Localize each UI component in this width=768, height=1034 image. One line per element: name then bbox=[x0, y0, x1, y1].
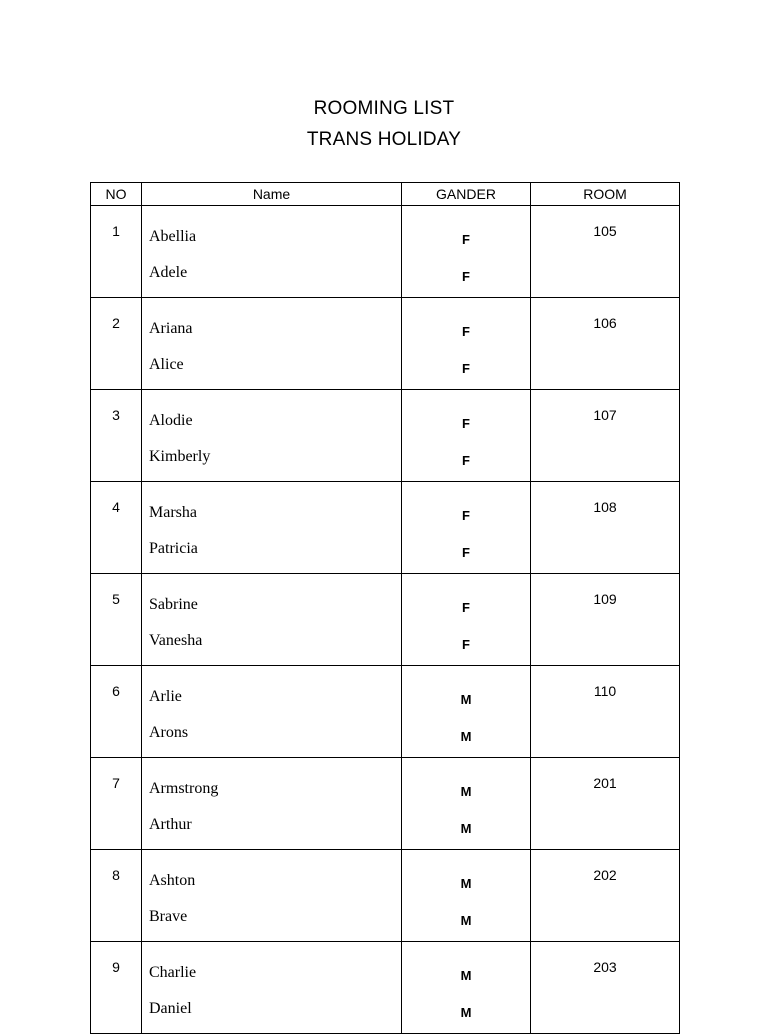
header-no: NO bbox=[91, 183, 142, 206]
guest-gender: M bbox=[460, 968, 472, 983]
table-row bbox=[91, 666, 680, 758]
guest-gender: F bbox=[462, 508, 470, 523]
names-cell bbox=[142, 390, 402, 482]
room-number: 107 bbox=[531, 390, 680, 482]
guest-name: Charlie bbox=[149, 964, 197, 981]
row-number: 6 bbox=[91, 666, 142, 758]
row-number: 4 bbox=[91, 482, 142, 574]
names-cell bbox=[142, 206, 402, 298]
names-cell bbox=[142, 482, 402, 574]
guest-name: Marsha bbox=[149, 504, 197, 521]
table-row bbox=[91, 574, 680, 666]
guest-gender: M bbox=[460, 784, 472, 799]
rooming-table bbox=[90, 182, 680, 1034]
table-row bbox=[91, 758, 680, 850]
document-title bbox=[0, 93, 768, 155]
guest-gender: F bbox=[462, 637, 470, 652]
header-name: Name bbox=[142, 183, 402, 206]
guest-name: Brave bbox=[149, 908, 188, 925]
guest-gender: M bbox=[460, 913, 472, 928]
header-room: ROOM bbox=[531, 183, 680, 206]
names-cell bbox=[142, 574, 402, 666]
gender-cell bbox=[402, 666, 531, 758]
guest-gender: F bbox=[462, 324, 470, 339]
row-number: 2 bbox=[91, 298, 142, 390]
room-number: 108 bbox=[531, 482, 680, 574]
room-number: 105 bbox=[531, 206, 680, 298]
room-number: 203 bbox=[531, 942, 680, 1034]
guest-name: Patricia bbox=[149, 540, 198, 557]
guest-name: Vanesha bbox=[149, 632, 203, 649]
guest-name: Armstrong bbox=[149, 780, 219, 797]
title-line-2: TRANS HOLIDAY bbox=[306, 129, 462, 150]
gender-cell bbox=[402, 482, 531, 574]
names-cell bbox=[142, 850, 402, 942]
guest-gender: M bbox=[460, 1005, 472, 1020]
row-number: 3 bbox=[91, 390, 142, 482]
guest-gender: F bbox=[462, 453, 470, 468]
guest-name: Ashton bbox=[149, 872, 196, 889]
guest-gender: F bbox=[462, 361, 470, 376]
guest-name: Kimberly bbox=[149, 448, 211, 465]
guest-gender: F bbox=[462, 232, 470, 247]
names-cell bbox=[142, 942, 402, 1034]
guest-name: Ariana bbox=[149, 320, 193, 337]
guest-gender: F bbox=[462, 416, 470, 431]
guest-gender: M bbox=[460, 821, 472, 836]
table-row bbox=[91, 206, 680, 298]
table-row bbox=[91, 942, 680, 1034]
names-cell bbox=[142, 758, 402, 850]
guest-name: Alice bbox=[149, 356, 184, 373]
room-number: 110 bbox=[531, 666, 680, 758]
guest-name: Arthur bbox=[149, 816, 192, 833]
header-gender: GANDER bbox=[402, 183, 531, 206]
room-number: 109 bbox=[531, 574, 680, 666]
guest-gender: M bbox=[460, 692, 472, 707]
guest-gender: F bbox=[462, 600, 470, 615]
room-number: 201 bbox=[531, 758, 680, 850]
title-line-1: ROOMING LIST bbox=[313, 98, 455, 119]
table-row bbox=[91, 298, 680, 390]
guest-name: Abellia bbox=[149, 228, 197, 245]
gender-cell bbox=[402, 850, 531, 942]
guest-gender: M bbox=[460, 729, 472, 744]
guest-name: Sabrine bbox=[149, 596, 198, 613]
names-cell bbox=[142, 298, 402, 390]
guest-gender: M bbox=[460, 876, 472, 891]
table-header-row bbox=[91, 183, 680, 206]
names-cell bbox=[142, 666, 402, 758]
row-number: 9 bbox=[91, 942, 142, 1034]
guest-name: Daniel bbox=[149, 1000, 192, 1017]
row-number: 1 bbox=[91, 206, 142, 298]
guest-name: Arons bbox=[149, 724, 189, 741]
table-row bbox=[91, 850, 680, 942]
gender-cell bbox=[402, 574, 531, 666]
gender-cell bbox=[402, 942, 531, 1034]
guest-name: Alodie bbox=[149, 412, 193, 429]
guest-gender: F bbox=[462, 545, 470, 560]
guest-name: Arlie bbox=[149, 688, 182, 705]
guest-name: Adele bbox=[149, 264, 188, 281]
guest-gender: F bbox=[462, 269, 470, 284]
room-number: 106 bbox=[531, 298, 680, 390]
gender-cell bbox=[402, 206, 531, 298]
row-number: 8 bbox=[91, 850, 142, 942]
gender-cell bbox=[402, 298, 531, 390]
gender-cell bbox=[402, 758, 531, 850]
table-row bbox=[91, 390, 680, 482]
table-row bbox=[91, 482, 680, 574]
row-number: 7 bbox=[91, 758, 142, 850]
gender-cell bbox=[402, 390, 531, 482]
room-number: 202 bbox=[531, 850, 680, 942]
row-number: 5 bbox=[91, 574, 142, 666]
